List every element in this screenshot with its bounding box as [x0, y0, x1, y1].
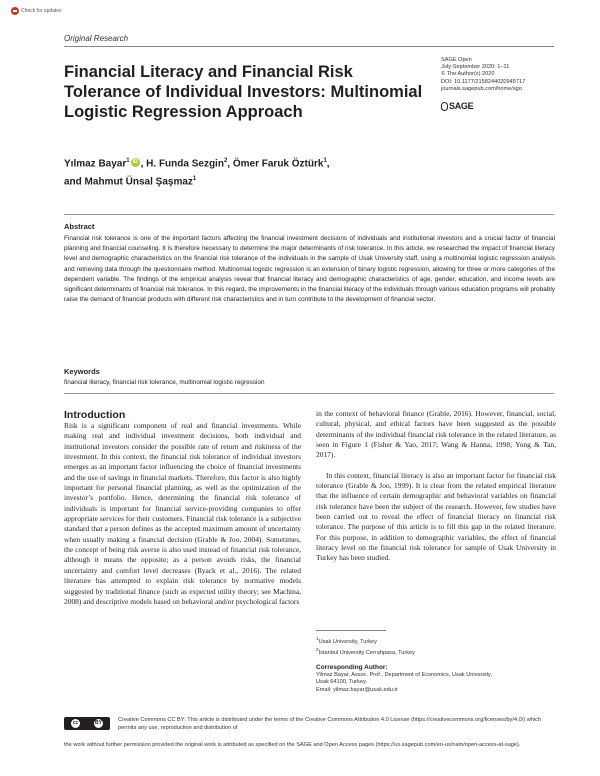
- affiliation-2: İstanbul University Cerrahpasa, Turkey: [318, 650, 415, 657]
- article-type-label: Original Research: [64, 34, 129, 43]
- sage-logo-text: SAGE: [449, 101, 474, 111]
- author-list: [64, 154, 464, 190]
- journal-url-link[interactable]: journals.sagepub.com/home/sgo: [441, 85, 522, 92]
- author-2-affiliation: 2: [223, 158, 228, 164]
- abstract-heading: Abstract: [64, 222, 95, 231]
- intro-paragraph-1: Risk is a significant component of real and financial investments. While making real and individual investment decisions, both individual and institutional investors consider the possible rate of return and riskiness of the investment. In this context, the financial risk tolerance of individual investors emerges as an important factor influencing the choice of financial investments and the use of savings in financial markets. Therefore, this factor is also highly important for personal financial planning, as well as the optimization of the investor’s portfolio. Hence, determining the financial risk tolerance of individuals is important for financial service-providing companies to offer appropriate services for their customers. Financial risk tolerance is a subjective standard that a person defines as the accepted maximum amount of uncertainty when usually making a financial decision (Grable & Joo, 2004). Sometimes, the concept of being risk averse is also used instead of financial risk tolerance, although it means the opposite; as a person avoids risks, the financial uncertainty and comfort level decreases (Ryack et al., 2016). The related literature has attempted to explain risk tolerance by normative models suggested by traditional finance (such as expected utility theory; see Machina, 2008) and descriptive models based on behavioral and/or psychological factors: [64, 421, 301, 606]
- header-divider: [64, 46, 554, 47]
- publication-info: [441, 57, 561, 93]
- issue-info: July-September 2020: 1–11: [441, 64, 510, 71]
- affiliation-1-number: 1: [316, 636, 319, 641]
- author-2: , H. Funda Sezgin: [140, 158, 224, 170]
- updates-icon: [11, 7, 19, 15]
- author-1-affiliation: 1: [126, 158, 130, 164]
- copyright-notice: © The Author(s) 2020: [441, 71, 495, 78]
- license-text-2: the work without further permission provided the original work is attributed as specified on the SAGE and Open Access pages (https://us.sagepub.com/en-us/nam/open-access-at-sage).: [64, 742, 521, 748]
- journal-name: SAGE Open: [441, 57, 472, 63]
- corresponding-author-address: Usak 64100, Turkey.: [316, 679, 367, 686]
- check-for-updates-badge[interactable]: [11, 5, 67, 16]
- sage-logo-icon: [441, 102, 448, 111]
- article-title: Financial Literacy and Financial Risk Tolerance of Individual Investors: Multinomial Logistic Regression Approach: [64, 63, 423, 121]
- doi-link[interactable]: DOI: 10.1177/2158244020945717: [441, 78, 526, 85]
- author-3: , Ömer Faruk Öztürk: [227, 158, 324, 170]
- author-4-affiliation: 1: [192, 175, 197, 182]
- body-column-left: [64, 421, 301, 607]
- abstract-top-divider: [64, 214, 554, 215]
- corresponding-author-email[interactable]: Email: yilmaz.bayar@usak.edu.tr: [316, 686, 398, 693]
- keywords-list: financial literacy, financial risk tolerance, multinomial logistic regression: [64, 379, 265, 386]
- affiliations: [316, 635, 556, 694]
- abstract-bottom-divider: [64, 393, 554, 394]
- author-separator: ,: [326, 158, 330, 170]
- affiliation-2-number: 2: [316, 647, 319, 653]
- intro-paragraph-2: in the context of behavioral finance (Grable, 2016). However, financial, social, cultural, physical, and ethical factors have been suggested as the possible determinants of the individual financial risk tolerance in the related literature, as seen in Figure 1 (Fisher & Yao, 2017; Wang & Hanna, 1998; Yong & Tan, 2017).: [316, 409, 556, 460]
- cc-license-badge[interactable]: [64, 717, 110, 730]
- updates-label: Check for updates: [21, 7, 62, 14]
- cc-icon: cc: [72, 720, 79, 726]
- orcid-icon[interactable]: [131, 158, 140, 167]
- corresponding-author-name: Yilmaz Bayar, Assoc. Prof., Department of Economics, Usak University,: [316, 671, 492, 678]
- author-4: and Mahmut Ünsal Şaşmaz: [64, 176, 193, 188]
- sage-logo: [441, 101, 473, 111]
- corresponding-author-label: Corresponding Author:: [316, 663, 388, 671]
- keywords-heading: Keywords: [64, 367, 100, 376]
- author-3-affiliation: 1: [323, 158, 327, 164]
- author-1: Yılmaz Bayar: [64, 158, 127, 170]
- footnote-divider: [316, 630, 386, 631]
- by-icon: BY: [95, 720, 102, 726]
- affiliation-1: Usak University, Turkey: [318, 638, 377, 645]
- license-text-1: Creative Commons CC BY: This article is distributed under the terms of the Creative Commons Attribution 4.0 License (https://creativecommons.org/licenses/by/4.0/) which permits any use, reproduction and distribution of: [118, 717, 542, 732]
- introduction-heading: Introduction: [64, 409, 126, 421]
- body-column-right: [316, 409, 556, 564]
- abstract-text: Financial risk tolerance is one of the important factors affecting the financial investment decisions of individuals and institutional investors and a crucial factor of financial planning and financial counseling. It is therefore necessary to determine the major determinants of risk tolerance. In this article, we researched the impact of financial literacy level and demographic characteristics on the financial risk tolerance of the individuals in the sample of Usak University staff, using a multinomial logistic regression analysis and retrieving data through the questionnaire method. Multinomial logistic regression is an extension of binary logistic regression, allowing for three or more categories of the dependent variable. The findings of the empirical analysis reveal that financial literacy and demographic characteristics of age, gender, education, and income levels are significant determinants of financial risk tolerance. In this regard, the improvements in the financial literacy of the individuals through various education programs will probably raise the demand of financial products with different risk characteristics and in turn contribute to the development of financial sector.: [64, 235, 555, 304]
- intro-paragraph-3: In this context, financial literacy is also an important factor for financial risk tolerance (Grable & Joo, 1999). It is clear from the related empirical literature that the influence of certain demographic and behavioral variables on financial risk tolerance have been the subject of the research. However, few studies have been carried out to reveal the effect of financial literacy on financial risk tolerance. The purpose of this article is to fill this gap in the related literature. For this purpose, in addition to demographic variables, the effect of financial literacy level on the financial risk tolerance for sample of Usak University in Turkey has been studied.: [316, 470, 556, 563]
